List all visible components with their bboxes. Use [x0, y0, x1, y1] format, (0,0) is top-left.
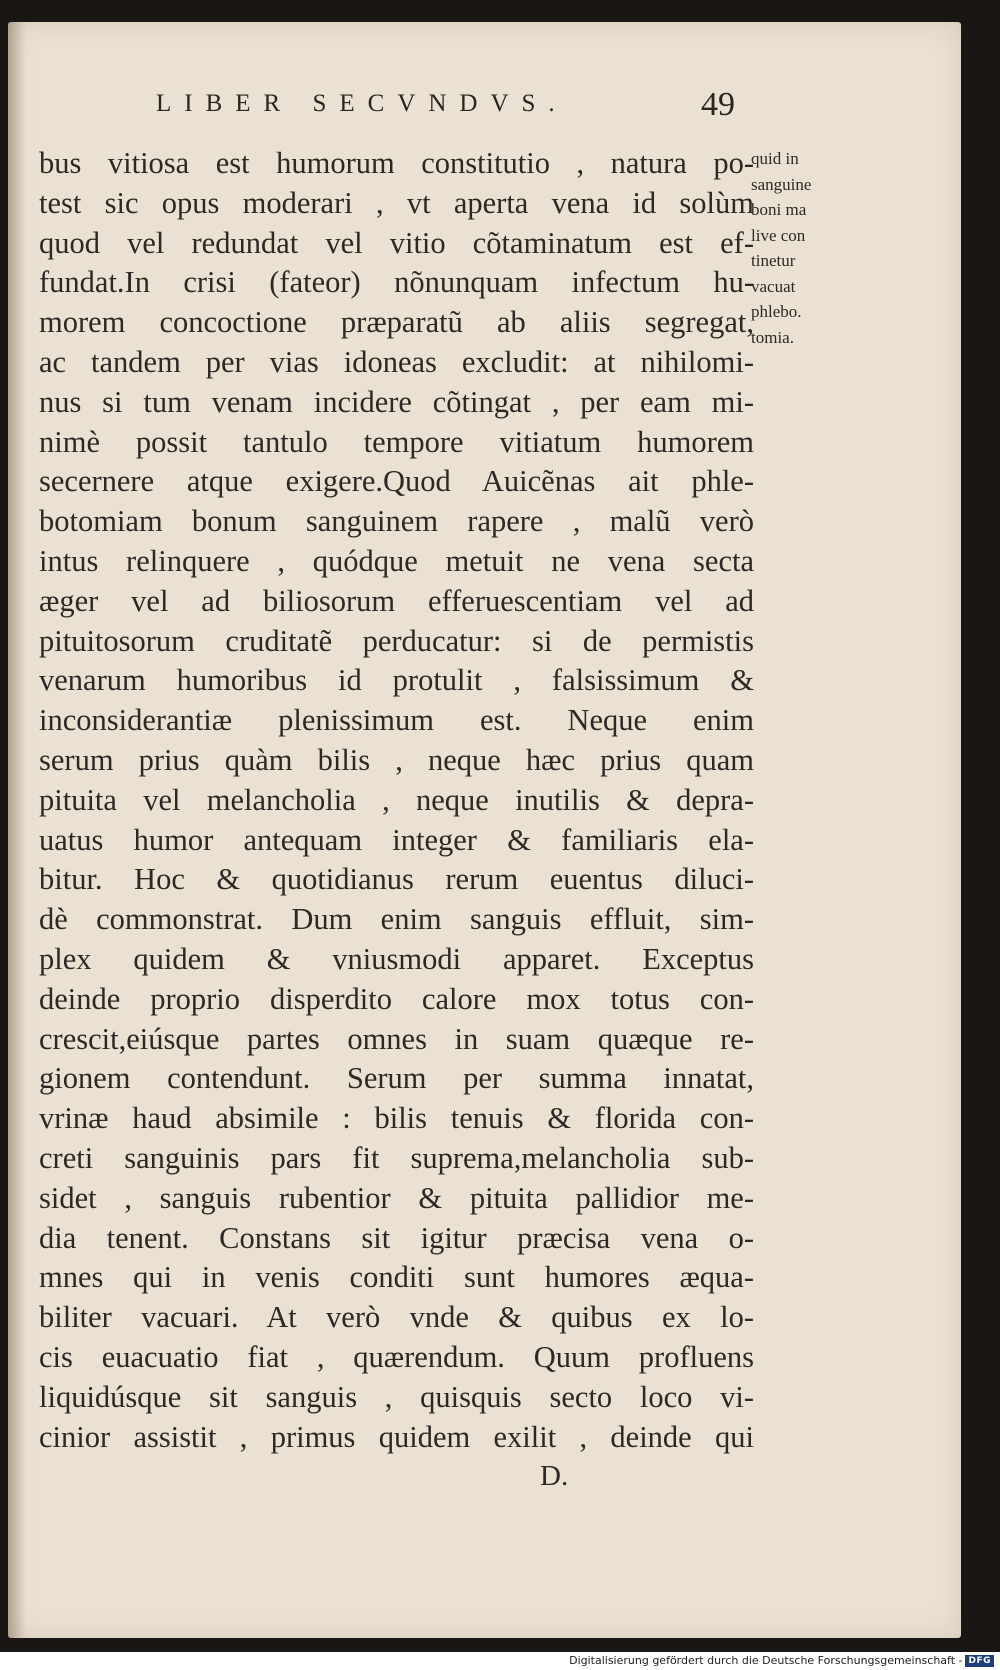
- text-line: plex quidem & vniusmodi apparet. Exceptus: [39, 941, 754, 976]
- marginal-note-line: live con: [751, 225, 806, 245]
- marginal-note-line: boni ma: [751, 200, 807, 219]
- text-line: uatus humor antequam integer & familiaris ela-: [39, 822, 754, 857]
- text-line: inconsiderantiæ plenissimum est. Neque enim: [39, 703, 754, 738]
- text-line: test sic opus moderari , vt aperta vena id solùm: [39, 185, 754, 220]
- body-text: [39, 144, 754, 1457]
- book-page: [8, 22, 961, 1638]
- page-number: 49: [701, 86, 735, 123]
- text-line: deinde proprio disperdito calore mox totus con-: [39, 981, 754, 1016]
- text-line: mnes qui in venis conditi sunt humores æqua-: [39, 1260, 754, 1295]
- text-line: liquidúsque sit sanguis , quisquis secto loco vi-: [39, 1379, 754, 1414]
- text-line: cinior assistit , primus quidem exilit , deinde qui: [39, 1419, 754, 1454]
- text-line: fundat.In crisi (fateor) nõnunquam infectum hu-: [39, 265, 754, 300]
- text-line: intus relinquere , quódque metuit ne vena secta: [39, 543, 754, 578]
- marginal-note-line: vacuat: [751, 276, 796, 296]
- text-line: bitur. Hoc & quotidianus rerum euentus diluci-: [39, 862, 754, 897]
- text-line: cis euacuatio fiat , quærendum. Quum profluens: [39, 1339, 754, 1374]
- text-line: venarum humoribus id protulit , falsissimum &: [39, 663, 754, 698]
- text-line: crescit,eiúsque partes omnes in suam quæque re-: [39, 1021, 754, 1056]
- marginal-note: [751, 146, 851, 350]
- text-line: secernere atque exigere.Quod Auicẽnas ait phle-: [39, 464, 754, 499]
- text-line: nus si tum venam incidere cõtingat , per eam mi-: [39, 384, 754, 419]
- marginal-note-line: tomia.: [751, 327, 794, 347]
- text-line: morem concoctione præparatũ ab aliis segregat,: [39, 305, 754, 340]
- marginal-note-line: tinetur: [751, 251, 796, 270]
- marginal-note-line: sanguine: [751, 174, 812, 194]
- text-line: ac tandem per vias idoneas excludit: at nihilomi-: [39, 344, 754, 379]
- marginal-note-line: quid in: [751, 149, 799, 168]
- text-line: æger vel ad biliosorum efferuescentiam vel ad: [39, 583, 754, 618]
- text-line: vrinæ haud absimile : bilis tenuis & florida con-: [39, 1101, 754, 1136]
- text-line: biliter vacuari. At verò vnde & quibus ex lo-: [39, 1300, 754, 1335]
- text-line: dia tenent. Constans sit igitur præcisa vena o-: [39, 1220, 754, 1255]
- signature-mark: D.: [540, 1460, 569, 1492]
- text-line: pituitosorum cruditatẽ perducatur: si de permistis: [39, 623, 754, 658]
- text-line: sidet , sanguis rubentior & pituita pallidior me-: [39, 1180, 754, 1215]
- text-line: nimè possit tantulo tempore vitiatum humorem: [39, 424, 754, 459]
- text-line: quod vel redundat vel vitio cõtaminatum est ef-: [39, 225, 754, 260]
- text-line: gionem contendunt. Serum per summa innatat,: [39, 1061, 754, 1096]
- text-line: serum prius quàm bilis , neque hæc prius quam: [39, 742, 754, 777]
- text-line: dè commonstrat. Dum enim sanguis effluit, sim-: [39, 902, 754, 937]
- text-line: bus vitiosa est humorum constitutio , natura po-: [39, 146, 754, 180]
- dfg-logo-icon: DFG: [965, 1655, 994, 1667]
- credit-text: Digitalisierung gefördert durch die Deutsche Forschungsgemeinschaft -: [569, 1654, 963, 1667]
- digitization-credit: [569, 1654, 994, 1667]
- text-line: botomiam bonum sanguinem rapere , malũ verò: [39, 504, 754, 539]
- marginal-note-line: phlebo.: [751, 302, 802, 321]
- running-header: LIBER SECVNDVS.: [156, 90, 568, 117]
- text-line: pituita vel melancholia , neque inutilis & depra-: [39, 782, 754, 817]
- text-line: creti sanguinis pars fit suprema,melancholia sub-: [39, 1140, 754, 1175]
